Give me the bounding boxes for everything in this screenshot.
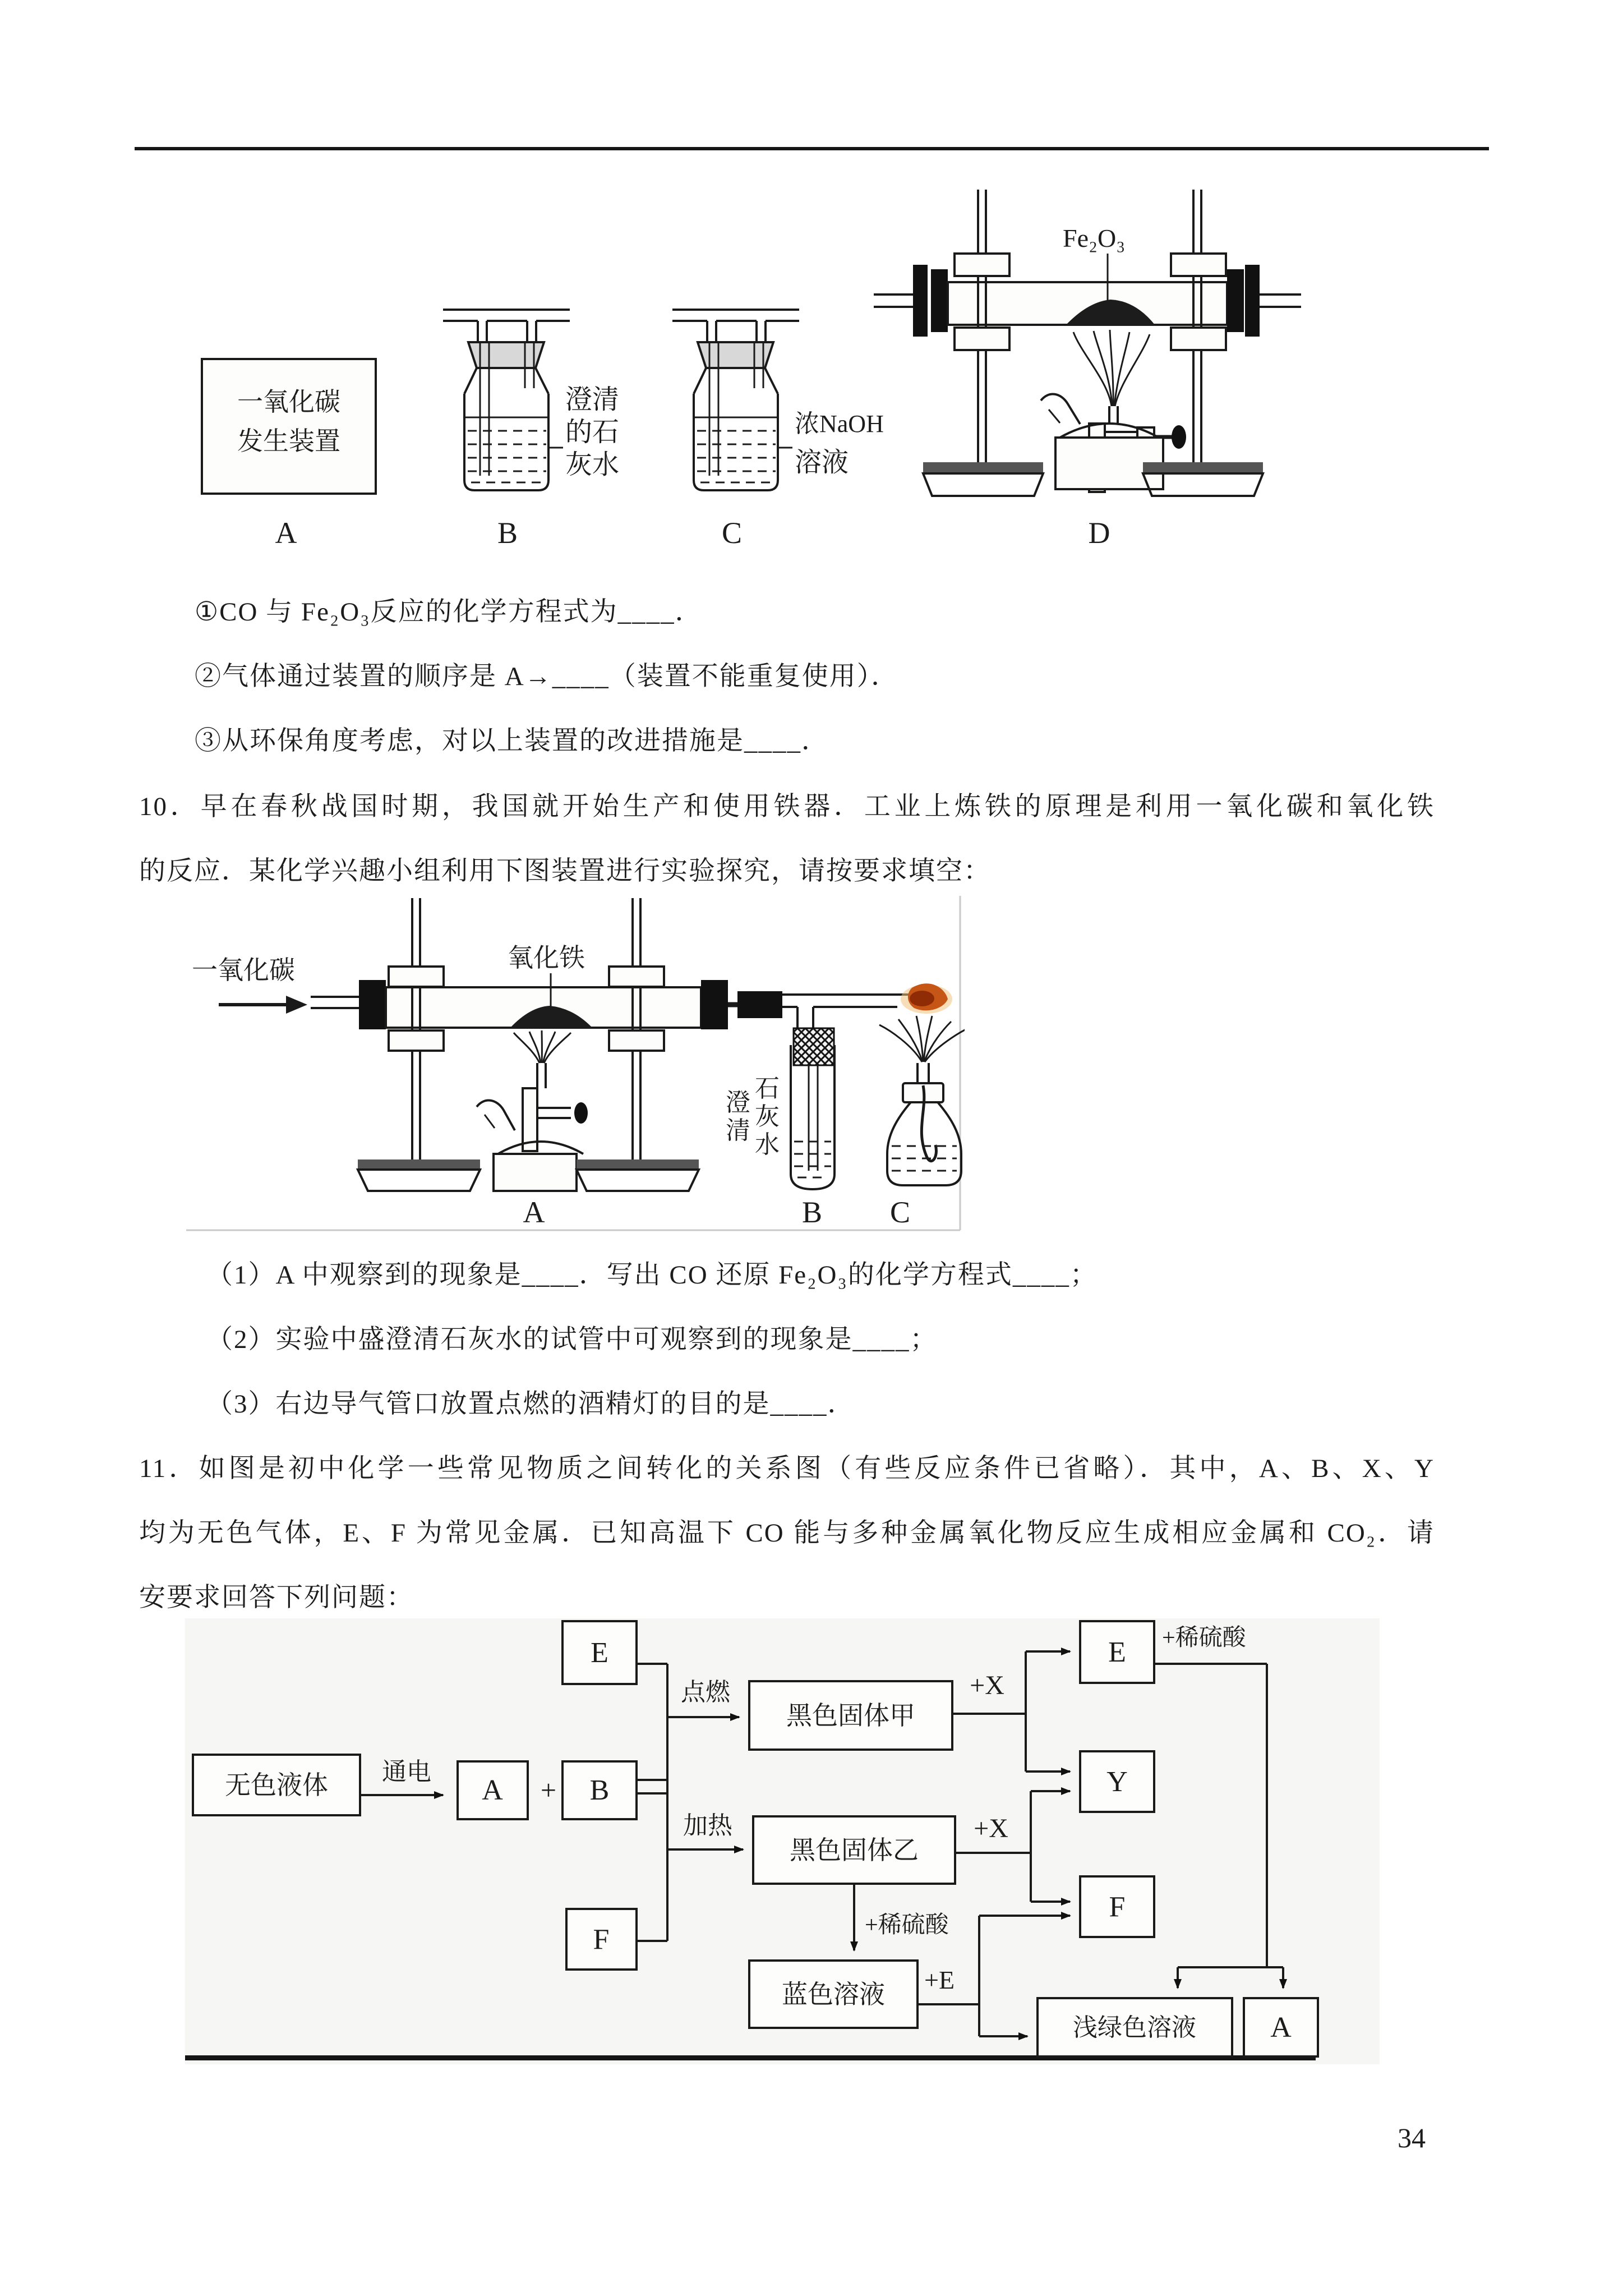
stand-base-right: [577, 1170, 699, 1191]
box-y-label: Y: [1106, 1766, 1128, 1798]
label-plus-e: +E: [924, 1966, 955, 1994]
stand-base-left: [358, 1170, 480, 1191]
sub-question-2: ②气体通过装置的顺序是 A→____（装置不能重复使用）．: [195, 662, 899, 691]
device-label-a: A: [523, 1195, 545, 1229]
limewater-caption-char: 水: [755, 1131, 780, 1158]
test-tube-stopper: [794, 1028, 834, 1065]
sub-question-3: ③从环保角度考虑，对以上装置的改进措施是____．: [195, 726, 829, 756]
stand-base-right-top: [577, 1159, 699, 1170]
bottle-b-caption-1: 澄清: [565, 385, 620, 415]
sub-question-1: ①CO 与 Fe₂O₃反应的化学方程式为____．: [195, 597, 703, 627]
limewater-caption-char: 清: [726, 1117, 750, 1144]
box-b-label: B: [589, 1774, 610, 1806]
box-colorless-liquid-label: 无色液体: [225, 1771, 328, 1800]
device-label-b: B: [801, 1195, 823, 1229]
q10-sub-question-3: （3）右边导气管口放置点燃的酒精灯的目的是____．: [206, 1389, 855, 1419]
label-ignite: 点燃: [681, 1678, 730, 1706]
rubber-connector: [737, 991, 782, 1018]
bottle-c-caption-2: 溶液: [795, 448, 849, 477]
box-f-left-label: F: [593, 1924, 610, 1955]
limewater-caption-char: 澄: [726, 1089, 750, 1116]
fe2o3-label: Fe₂O₃: [1063, 224, 1126, 252]
stand-base-left-top: [923, 462, 1043, 473]
lamp-flame-lines: [879, 1016, 965, 1062]
device-label-a: A: [275, 516, 297, 550]
q10-sub-question-1: （1）A 中观察到的现象是____．写出 CO 还原 Fe₂O₃的化学方程式____；: [206, 1260, 1098, 1290]
box-blue-solution-label: 蓝色溶液: [782, 1980, 885, 2009]
lamp-dome: [498, 1142, 583, 1154]
stand-base-left-top: [358, 1159, 480, 1170]
box-f-right-label: F: [1109, 1891, 1126, 1923]
question11-line2: 均为无色气体，E、F 为常见金属．已知高温下 CO 能与多种金属氧化物反应生成相应金属和 CO₂．请: [139, 1519, 1435, 1548]
box-a-label: A: [482, 1774, 503, 1806]
gas-washing-bottle-b: [443, 310, 619, 490]
burner-flame-lines: [1073, 330, 1150, 406]
iron-oxide-label: 氧化铁: [508, 944, 585, 972]
co-generator-box: [202, 359, 376, 494]
box-black-solid-2-label: 黑色固体乙: [790, 1836, 919, 1865]
label-electrify: 通电: [382, 1758, 431, 1786]
co-generator-label-line2: 发生装置: [237, 427, 340, 455]
alcohol-lamp-c: [879, 1016, 965, 1185]
box-e-right-label: E: [1108, 1636, 1126, 1668]
box-black-solid-1-label: 黑色固体甲: [786, 1701, 915, 1730]
question11-line1: 11．如图是初中化学一些常见物质之间转化的关系图（有些反应条件已省略）．其中，A、B、X、Y: [139, 1454, 1435, 1483]
label-plus-acid-mid: +稀硫酸: [865, 1912, 949, 1938]
label-plus-x-top: +X: [970, 1671, 1004, 1700]
bottle-b-caption-3: 灰水: [565, 450, 620, 480]
stand-base-right-top: [1143, 462, 1263, 473]
limewater-caption-char: 灰: [755, 1103, 780, 1130]
lamp-body: [494, 1154, 577, 1191]
gas-washing-bottle-c: [672, 310, 884, 490]
bottle-c-caption-1: 浓NaOH: [795, 410, 884, 438]
label-plus-acid-top: +稀硫酸: [1162, 1625, 1246, 1651]
q10-sub-question-2: （2）实验中盛澄清石灰水的试管中可观察到的现象是____；: [206, 1325, 938, 1354]
tube-furnace-d: [874, 190, 1301, 496]
plus-sign: +: [540, 1774, 557, 1806]
label-heat: 加热: [683, 1812, 732, 1839]
device-label-c: C: [889, 1195, 911, 1229]
question11-line3: 安要求回答下列问题：: [139, 1583, 414, 1612]
bottle-b-caption-2: 的石: [565, 417, 620, 447]
co-generator-label-line1: 一氧化碳: [237, 388, 340, 416]
limewater-caption-char: 石: [755, 1075, 780, 1102]
question10-line2: 的反应．某化学兴趣小组利用下图装置进行实验探究，请按要求填空：: [139, 857, 991, 886]
page-number: 34: [1398, 2122, 1426, 2154]
box-e-top-label: E: [591, 1637, 608, 1669]
burner-flame-lines: [514, 1030, 571, 1063]
label-plus-x-bottom: +X: [974, 1814, 1008, 1843]
clamp-knob: [1172, 425, 1186, 449]
lamp-spout: [477, 1101, 515, 1130]
co-inlet-label: 一氧化碳: [192, 956, 295, 984]
device-label-b: B: [497, 516, 518, 550]
device-label-d: D: [1088, 516, 1110, 550]
stand-base-left: [923, 473, 1043, 496]
apparatus-diagram-co-reduction: [185, 895, 965, 1254]
top-rule: [135, 147, 1489, 150]
lamp-spout: [1041, 394, 1080, 424]
question10-line1: 10．早在春秋战国时期，我国就开始生产和使用铁器．工业上炼铁的原理是利用一氧化碳和氧化铁: [139, 792, 1435, 821]
test-tube: [791, 1045, 834, 1189]
transformation-flowchart: [185, 1618, 1380, 2064]
box-light-green-solution-label: 浅绿色溶液: [1073, 2014, 1196, 2041]
device-label-c: C: [721, 516, 743, 550]
box-a-bottom-label: A: [1270, 2012, 1292, 2044]
apparatus-diagram-co-fe2o3: [185, 168, 1368, 567]
gas-jet-flame-icon: [901, 983, 952, 1014]
